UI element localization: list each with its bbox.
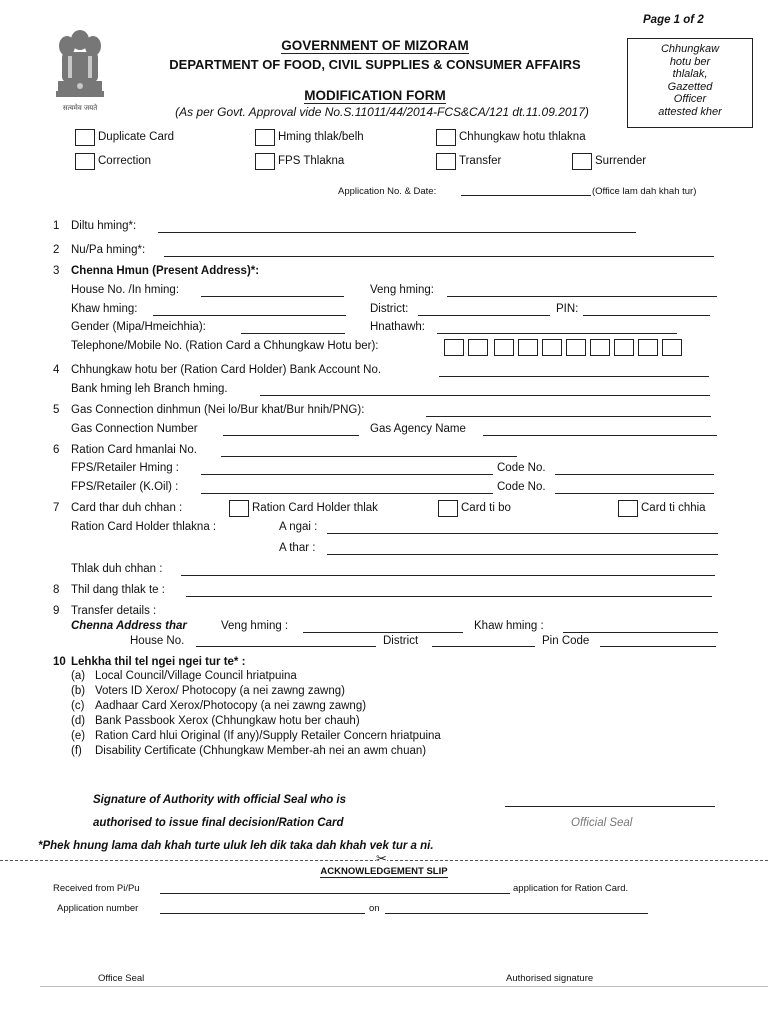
photo-attestation-box[interactable]: Chhungkaw hotu ber thlalak, Gazetted Officer attested kher bbox=[627, 38, 753, 128]
app-number-field[interactable] bbox=[160, 913, 365, 914]
holder-thlak-label: Ration Card Holder thlak bbox=[252, 502, 378, 514]
transfer-details-label: Transfer details : bbox=[71, 605, 157, 617]
dept-title: DEPARTMENT OF FOOD, CIVIL SUPPLIES & CONSUMER AFFAIRS bbox=[169, 57, 581, 72]
footer-note: *Phek hnung lama dah khah turte uluk leh dik taka dah khah vek tur a ni. bbox=[38, 840, 434, 852]
on-date-field[interactable] bbox=[385, 913, 648, 914]
signature-field[interactable] bbox=[505, 806, 715, 807]
bank-branch-field[interactable] bbox=[260, 395, 710, 396]
item-number: 6 bbox=[53, 444, 60, 456]
house-no2-field[interactable] bbox=[196, 646, 376, 647]
emblem-motto: सत्यमेव जयते bbox=[62, 104, 98, 112]
fps-retailer-field[interactable] bbox=[201, 474, 493, 475]
phone-digit-box[interactable] bbox=[518, 339, 538, 356]
list-item: (a) Local Council/Village Council hriatpuina bbox=[71, 670, 297, 682]
duplicate-card-label: Duplicate Card bbox=[98, 131, 175, 143]
item-number: 7 bbox=[53, 502, 60, 514]
signature-line2: authorised to issue final decision/Ration Card bbox=[93, 817, 344, 829]
house-no-label: House No. /In hming: bbox=[71, 284, 180, 296]
list-item: (f) Disability Certificate (Chhungkaw Member-ah nei an awm chuan) bbox=[71, 745, 427, 757]
fps-koil-field[interactable] bbox=[201, 493, 493, 494]
gas-number-field[interactable] bbox=[223, 435, 359, 436]
application-no-note: (Office lam dah khah tur) bbox=[592, 186, 697, 197]
veng-hming-field[interactable] bbox=[303, 632, 463, 633]
scissors-icon: ✂ bbox=[376, 852, 387, 867]
list-item: (b) Voters ID Xerox/ Photocopy (a nei zawng zawng) bbox=[71, 685, 345, 697]
phone-digit-box[interactable] bbox=[444, 339, 464, 356]
card-ti-chhia-label: Card ti chhia bbox=[641, 502, 706, 514]
surrender-checkbox[interactable] bbox=[572, 153, 592, 170]
nupa-field[interactable] bbox=[164, 256, 714, 257]
hnathawh-field[interactable] bbox=[437, 333, 677, 334]
correction-checkbox[interactable] bbox=[75, 153, 95, 170]
card-thar-label: Card thar duh chhan : bbox=[71, 502, 183, 514]
diltu-field[interactable] bbox=[158, 232, 636, 233]
nupa-label: Nu/Pa hming*: bbox=[71, 244, 146, 256]
surrender-label: Surrender bbox=[595, 155, 647, 167]
list-item: (d) Bank Passbook Xerox (Chhungkaw hotu ber chauh) bbox=[71, 715, 360, 727]
pin-field[interactable] bbox=[583, 315, 710, 316]
phone-digit-box[interactable] bbox=[468, 339, 488, 356]
approval-note: (As per Govt. Approval vide No.S.11011/44/2014-FCS&CA/121 dt.11.09.2017) bbox=[175, 105, 589, 119]
bank-account-label: Chhungkaw hotu ber (Ration Card Holder) Bank Account No. bbox=[71, 364, 382, 376]
district2-field[interactable] bbox=[432, 646, 535, 647]
telephone-label: Telephone/Mobile No. (Ration Card a Chhungkaw Hotu ber): bbox=[71, 340, 379, 352]
gender-label: Gender (Mipa/Hmeichhia): bbox=[71, 321, 206, 333]
a-ngai-label: A ngai : bbox=[279, 521, 318, 533]
gas-agency-label: Gas Agency Name bbox=[370, 423, 466, 435]
received-field[interactable] bbox=[160, 893, 510, 894]
phone-digit-box[interactable] bbox=[542, 339, 562, 356]
house-no-field[interactable] bbox=[201, 296, 344, 297]
a-thar-field[interactable] bbox=[327, 554, 718, 555]
signature-line1: Signature of Authority with official Seal who is bbox=[93, 794, 347, 806]
hming-thlak-checkbox[interactable] bbox=[255, 129, 275, 146]
gas-connection-label: Gas Connection dinhmun (Nei lo/Bur khat/Bur hnih/PNG): bbox=[71, 404, 365, 416]
lehkha-label: Lehkha thil tel ngei ngei tur te* : bbox=[71, 656, 246, 668]
thil-dang-field[interactable] bbox=[186, 596, 712, 597]
phone-digit-box[interactable] bbox=[566, 339, 586, 356]
diltu-label: Diltu hming*: bbox=[71, 220, 137, 232]
transfer-checkbox[interactable] bbox=[436, 153, 456, 170]
veng-field[interactable] bbox=[447, 296, 717, 297]
gas-agency-field[interactable] bbox=[483, 435, 717, 436]
gender-field[interactable] bbox=[241, 333, 345, 334]
holder-thlak-checkbox[interactable] bbox=[229, 500, 249, 517]
code-no-field[interactable] bbox=[555, 474, 714, 475]
item-number: 2 bbox=[53, 244, 60, 256]
gas-connection-field[interactable] bbox=[426, 416, 711, 417]
bank-account-field[interactable] bbox=[439, 376, 709, 377]
form-title: MODIFICATION FORM bbox=[304, 88, 446, 103]
chenna-label: Chenna Hmun (Present Address)*: bbox=[71, 265, 260, 277]
item-number: 10 bbox=[53, 656, 66, 668]
page-label: Page 1 of 2 bbox=[643, 14, 704, 26]
khaw-hming-label: Khaw hming : bbox=[474, 620, 544, 632]
hnathawh-label: Hnathawh: bbox=[370, 321, 425, 333]
ration-card-no-field[interactable] bbox=[221, 456, 517, 457]
item-number: 3 bbox=[53, 265, 60, 277]
correction-label: Correction bbox=[98, 155, 152, 167]
district-label: District: bbox=[370, 303, 409, 315]
thlak-duh-chhan-label: Thlak duh chhan : bbox=[71, 563, 163, 575]
bank-branch-label: Bank hming leh Branch hming. bbox=[71, 383, 228, 395]
fps-thlakna-label: FPS Thlakna bbox=[278, 155, 345, 167]
received-label: Received from Pi/Pu bbox=[53, 883, 140, 894]
phone-digit-box[interactable] bbox=[662, 339, 682, 356]
chhungkaw-hotu-thlakna-checkbox[interactable] bbox=[436, 129, 456, 146]
pin-code-field[interactable] bbox=[600, 646, 716, 647]
district-field[interactable] bbox=[418, 315, 550, 316]
holder-thlakna-label: Ration Card Holder thlakna : bbox=[71, 521, 217, 533]
veng-hming-label: Veng hming : bbox=[221, 620, 289, 632]
pin-label: PIN: bbox=[556, 303, 579, 315]
code-no-koil-field[interactable] bbox=[555, 493, 714, 494]
card-ti-bo-checkbox[interactable] bbox=[438, 500, 458, 517]
phone-digit-box[interactable] bbox=[638, 339, 658, 356]
fps-koil-label: FPS/Retailer (K.Oil) : bbox=[71, 481, 179, 493]
item-number: 8 bbox=[53, 584, 60, 596]
on-label: on bbox=[369, 903, 380, 914]
item-number: 9 bbox=[53, 605, 60, 617]
bottom-rule bbox=[40, 986, 768, 987]
application-no-label: Application No. & Date: bbox=[338, 186, 437, 197]
application-for-label: application for Ration Card. bbox=[513, 883, 629, 894]
gov-title: GOVERNMENT OF MIZORAM bbox=[281, 38, 469, 53]
fps-retailer-label: FPS/Retailer Hming : bbox=[71, 462, 180, 474]
a-thar-label: A thar : bbox=[279, 542, 316, 554]
application-no-field[interactable] bbox=[461, 195, 591, 196]
gas-number-label: Gas Connection Number bbox=[71, 423, 198, 435]
district2-label: District bbox=[383, 635, 419, 647]
item-number: 4 bbox=[53, 364, 60, 376]
card-ti-chhia-checkbox[interactable] bbox=[618, 500, 638, 517]
phone-digit-box[interactable] bbox=[494, 339, 514, 356]
list-item: (c) Aadhaar Card Xerox/Photocopy (a nei zawng zawng) bbox=[71, 700, 367, 712]
app-number-label: Application number bbox=[57, 903, 139, 914]
chhungkaw-hotu-thlakna-label: Chhungkaw hotu thlakna bbox=[459, 131, 586, 143]
ration-card-no-label: Ration Card hmanlai No. bbox=[71, 444, 197, 456]
phone-digit-box[interactable] bbox=[614, 339, 634, 356]
phone-digit-box[interactable] bbox=[590, 339, 610, 356]
slip-title: ACKNOWLEDGEMENT SLIP bbox=[320, 866, 448, 877]
thil-dang-label: Thil dang thlak te : bbox=[71, 584, 165, 596]
hming-thlak-label: Hming thlak/belh bbox=[278, 131, 364, 143]
official-seal-label: Official Seal bbox=[571, 817, 633, 829]
house-no2-label: House No. bbox=[130, 635, 185, 647]
khaw-field[interactable] bbox=[153, 315, 346, 316]
fps-thlakna-checkbox[interactable] bbox=[255, 153, 275, 170]
veng-label: Veng hming: bbox=[370, 284, 434, 296]
office-seal-label: Office Seal bbox=[98, 973, 145, 984]
authorised-signature-label: Authorised signature bbox=[506, 973, 594, 984]
item-number: 5 bbox=[53, 404, 60, 416]
card-ti-bo-label: Card ti bo bbox=[461, 502, 511, 514]
chenna-address-thar-label: Chenna Address thar bbox=[71, 620, 187, 632]
code-no-koil-label: Code No. bbox=[497, 481, 546, 493]
list-item: (e) Ration Card hlui Original (If any)/Supply Retailer Concern hriatpuina bbox=[71, 730, 441, 742]
khaw-label: Khaw hming: bbox=[71, 303, 138, 315]
transfer-label: Transfer bbox=[459, 155, 502, 167]
pin-code-label: Pin Code bbox=[542, 635, 590, 647]
code-no-label: Code No. bbox=[497, 462, 546, 474]
thlak-duh-chhan-field[interactable] bbox=[181, 575, 715, 576]
duplicate-card-checkbox[interactable] bbox=[75, 129, 95, 146]
a-ngai-field[interactable] bbox=[327, 533, 718, 534]
item-number: 1 bbox=[53, 220, 60, 232]
khaw-hming-field[interactable] bbox=[563, 632, 718, 633]
